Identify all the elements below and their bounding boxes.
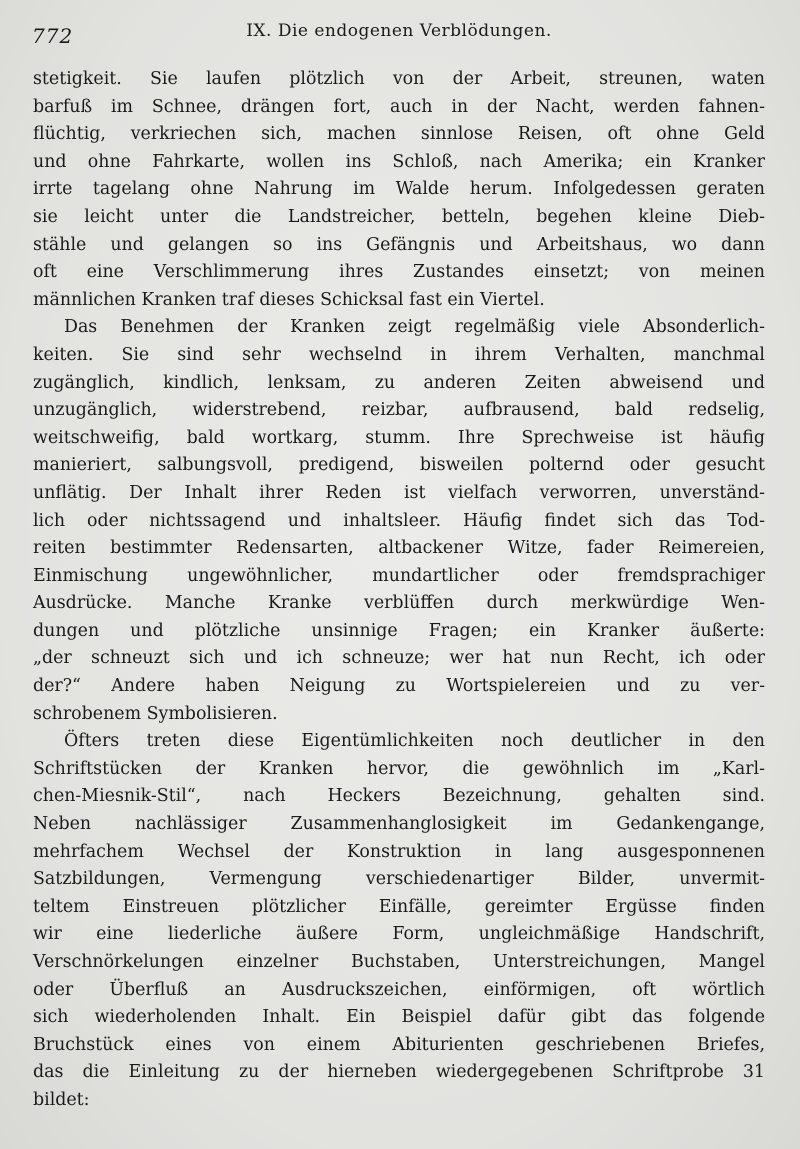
text-line: dungen und plötzliche unsinnige Fragen; ein Kranker äußerte: xyxy=(33,620,765,641)
text-line: oder Überfluß an Ausdruckszeichen, einförmigen, oft wörtlich xyxy=(33,979,765,1000)
text-line: „der schneuzt sich und ich schneuze; wer hat nun Recht, ich oder xyxy=(33,648,765,669)
text-line: zugänglich, kindlich, lenksam, zu anderen Zeiten abweisend und xyxy=(33,372,765,393)
body-text xyxy=(33,66,765,1115)
text-line: mehrfachem Wechsel der Konstruktion in lang ausgesponnenen xyxy=(33,841,765,862)
text-line: unzugänglich, widerstrebend, reizbar, aufbrausend, bald redselig, xyxy=(33,400,765,421)
text-line: schrobenem Symbolisieren. xyxy=(33,703,278,724)
text-line: teltem Einstreuen plötzlicher Einfälle, gereimter Ergüsse finden xyxy=(33,896,765,917)
text-line: unflätig. Der Inhalt ihrer Reden ist vielfach verworren, unverständ- xyxy=(33,482,765,503)
paragraph xyxy=(33,728,765,1114)
text-line: weitschweifig, bald wortkarg, stumm. Ihre Sprechweise ist häufig xyxy=(33,427,765,448)
text-line: Einmischung ungewöhnlicher, mundartlicher oder fremdsprachiger xyxy=(33,565,765,586)
text-line: und ohne Fahrkarte, wollen ins Schloß, nach Amerika; ein Kranker xyxy=(33,151,765,172)
text-line: bildet: xyxy=(33,1089,90,1110)
text-line: manieriert, salbungsvoll, predigend, bisweilen polternd oder gesucht xyxy=(33,455,765,476)
text-line: Schriftstücken der Kranken hervor, die gewöhnlich im „Karl- xyxy=(33,758,765,779)
text-line: chen-Miesnik-Stil“, nach Heckers Bezeichnung, gehalten sind. xyxy=(33,786,765,807)
paragraph xyxy=(33,314,765,728)
text-line: keiten. Sie sind sehr wechselnd in ihrem Verhalten, manchmal xyxy=(33,344,765,365)
text-line: Satzbildungen, Vermengung verschiedenartiger Bilder, unvermit- xyxy=(33,869,765,890)
text-line: stetigkeit. Sie laufen plötzlich von der Arbeit, streunen, waten xyxy=(33,69,765,89)
text-line: oft eine Verschlimmerung ihres Zustandes einsetzt; von meinen xyxy=(33,262,765,283)
paragraph xyxy=(33,66,765,314)
text-line: Öfters treten diese Eigentümlichkeiten noch deutlicher in den xyxy=(64,731,765,752)
text-line: stähle und gelangen so ins Gefängnis und Arbeitshaus, wo dann xyxy=(33,234,765,255)
text-line: Verschnörkelungen einzelner Buchstaben, Unterstreichungen, Mangel xyxy=(33,952,765,972)
text-line: das die Einleitung zu der hierneben wiedergegebenen Schriftprobe 31 xyxy=(33,1062,765,1083)
text-line: lich oder nichtssagend und inhaltsleer. Häufig findet sich das Tod- xyxy=(33,510,765,531)
text-line: Bruchstück eines von einem Abiturienten geschriebenen Briefes, xyxy=(33,1034,765,1055)
text-line: sie leicht unter die Landstreicher, betteln, begehen kleine Dieb- xyxy=(33,206,765,227)
text-line: der?“ Andere haben Neigung zu Wortspielereien und zu ver- xyxy=(33,676,765,697)
text-line: sich wiederholenden Inhalt. Ein Beispiel dafür gibt das folgende xyxy=(33,1007,765,1028)
text-line: Neben nachlässiger Zusammenhanglosigkeit im Gedankengange, xyxy=(33,814,765,835)
text-line: reiten bestimmter Redensarten, altbackener Witze, fader Reimereien, xyxy=(33,538,765,559)
text-line: irrte tagelang ohne Nahrung im Walde herum. Infolgedessen geraten xyxy=(33,179,765,200)
text-line: barfuß im Schnee, drängen fort, auch in der Nacht, werden fahnen- xyxy=(33,96,765,117)
running-title: IX. Die endogenen Verblödungen. xyxy=(246,21,552,41)
text-line: männlichen Kranken traf dieses Schicksal fast ein Viertel. xyxy=(33,289,545,310)
text-line: Das Benehmen der Kranken zeigt regelmäßig viele Absonderlich- xyxy=(64,317,765,338)
page-header xyxy=(32,18,766,48)
text-line: Ausdrücke. Manche Kranke verblüffen durch merkwürdige Wen- xyxy=(33,593,765,614)
text-line: flüchtig, verkriechen sich, machen sinnlose Reisen, oft ohne Geld xyxy=(33,124,765,145)
page-number: 772 xyxy=(32,24,74,48)
text-line: wir eine liederliche äußere Form, ungleichmäßige Handschrift, xyxy=(33,924,765,945)
